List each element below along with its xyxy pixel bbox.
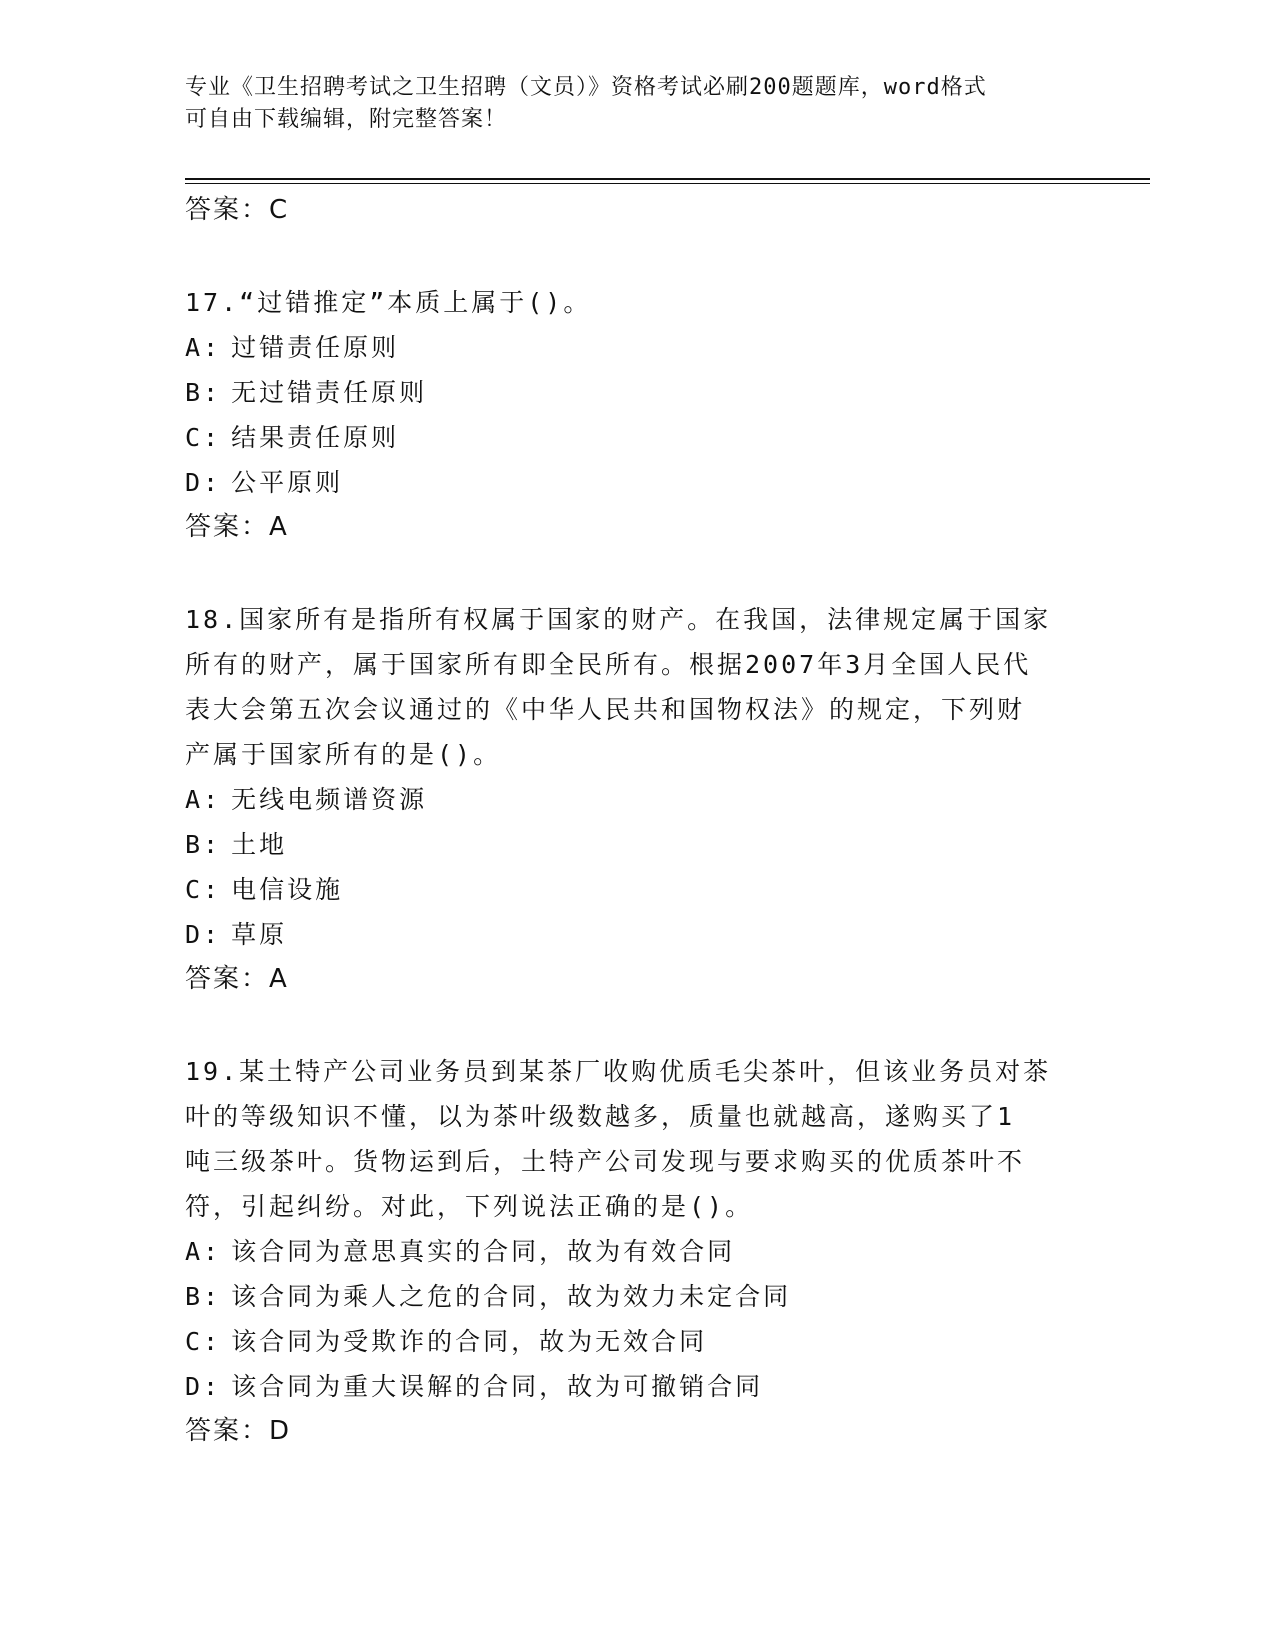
option-key: B: bbox=[185, 830, 222, 859]
spacer bbox=[185, 549, 1085, 597]
option-key: C: bbox=[185, 423, 222, 452]
option-a bbox=[185, 777, 1085, 822]
option-b bbox=[185, 370, 1085, 415]
answer-18: 答案：A bbox=[185, 964, 289, 994]
option-d bbox=[185, 1364, 1085, 1409]
option-text: 无过错责任原则 bbox=[231, 378, 428, 407]
option-text: 草原 bbox=[231, 920, 288, 949]
option-c bbox=[185, 415, 1085, 460]
option-text: 该合同为乘人之危的合同，故为效力未定合同 bbox=[231, 1282, 792, 1311]
answer-19: 答案：D bbox=[185, 1416, 292, 1446]
header-divider-thin bbox=[185, 183, 1150, 184]
question-17 bbox=[185, 280, 1085, 549]
option-text: 该合同为受欺诈的合同，故为无效合同 bbox=[231, 1327, 708, 1356]
question-19 bbox=[185, 1049, 1085, 1453]
question-18 bbox=[185, 597, 1085, 1001]
question-stem-line: 19.某土特产公司业务员到某茶厂收购优质毛尖茶叶，但该业务员对茶 bbox=[185, 1057, 1052, 1086]
option-key: D: bbox=[185, 1372, 222, 1401]
option-key: A: bbox=[185, 1237, 222, 1266]
question-stem-line: 18.国家所有是指所有权属于国家的财产。在我国，法律规定属于国家 bbox=[185, 605, 1052, 634]
question-stem-line: 所有的财产，属于国家所有即全民所有。根据2007年3月全国人民代 bbox=[185, 650, 1032, 679]
option-key: D: bbox=[185, 920, 222, 949]
option-text: 过错责任原则 bbox=[231, 333, 400, 362]
option-key: B: bbox=[185, 378, 222, 407]
document-header bbox=[185, 72, 1085, 136]
document-body bbox=[185, 188, 1085, 1453]
option-text: 电信设施 bbox=[231, 875, 344, 904]
option-key: C: bbox=[185, 1327, 222, 1356]
option-text: 该合同为重大误解的合同，故为可撤销合同 bbox=[231, 1372, 764, 1401]
option-key: A: bbox=[185, 333, 222, 362]
header-line-1: 专业《卫生招聘考试之卫生招聘（文员）》资格考试必刷200题题库，word格式 bbox=[185, 75, 987, 100]
spacer bbox=[185, 1001, 1085, 1049]
option-key: D: bbox=[185, 468, 222, 497]
question-stem-line: 符，引起纠纷。对此，下列说法正确的是()。 bbox=[185, 1192, 754, 1221]
option-c bbox=[185, 1319, 1085, 1364]
question-stem-line: 产属于国家所有的是()。 bbox=[185, 740, 502, 769]
question-stem-line: 表大会第五次会议通过的《中华人民共和国物权法》的规定，下列财 bbox=[185, 695, 1026, 724]
option-b bbox=[185, 822, 1085, 867]
option-text: 公平原则 bbox=[231, 468, 344, 497]
option-key: C: bbox=[185, 875, 222, 904]
header-divider-thick bbox=[185, 178, 1150, 180]
option-text: 无线电频谱资源 bbox=[231, 785, 428, 814]
question-stem-line: 吨三级茶叶。货物运到后，土特产公司发现与要求购买的优质茶叶不 bbox=[185, 1147, 1026, 1176]
question-stem-line: 叶的等级知识不懂，以为茶叶级数越多，质量也就越高，遂购买了1 bbox=[185, 1102, 1016, 1131]
answer-17: 答案：A bbox=[185, 512, 289, 542]
option-d bbox=[185, 912, 1085, 957]
option-b bbox=[185, 1274, 1085, 1319]
option-key: A: bbox=[185, 785, 222, 814]
spacer bbox=[185, 232, 1085, 280]
option-a bbox=[185, 325, 1085, 370]
option-text: 土地 bbox=[231, 830, 288, 859]
option-key: B: bbox=[185, 1282, 222, 1311]
header-line-2: 可自由下载编辑，附完整答案！ bbox=[185, 107, 508, 132]
option-text: 该合同为意思真实的合同，故为有效合同 bbox=[231, 1237, 736, 1266]
question-stem: 17.“过错推定”本质上属于()。 bbox=[185, 288, 592, 317]
answer-16: 答案：C bbox=[185, 195, 290, 225]
option-a bbox=[185, 1229, 1085, 1274]
option-c bbox=[185, 867, 1085, 912]
option-text: 结果责任原则 bbox=[231, 423, 400, 452]
option-d bbox=[185, 460, 1085, 505]
